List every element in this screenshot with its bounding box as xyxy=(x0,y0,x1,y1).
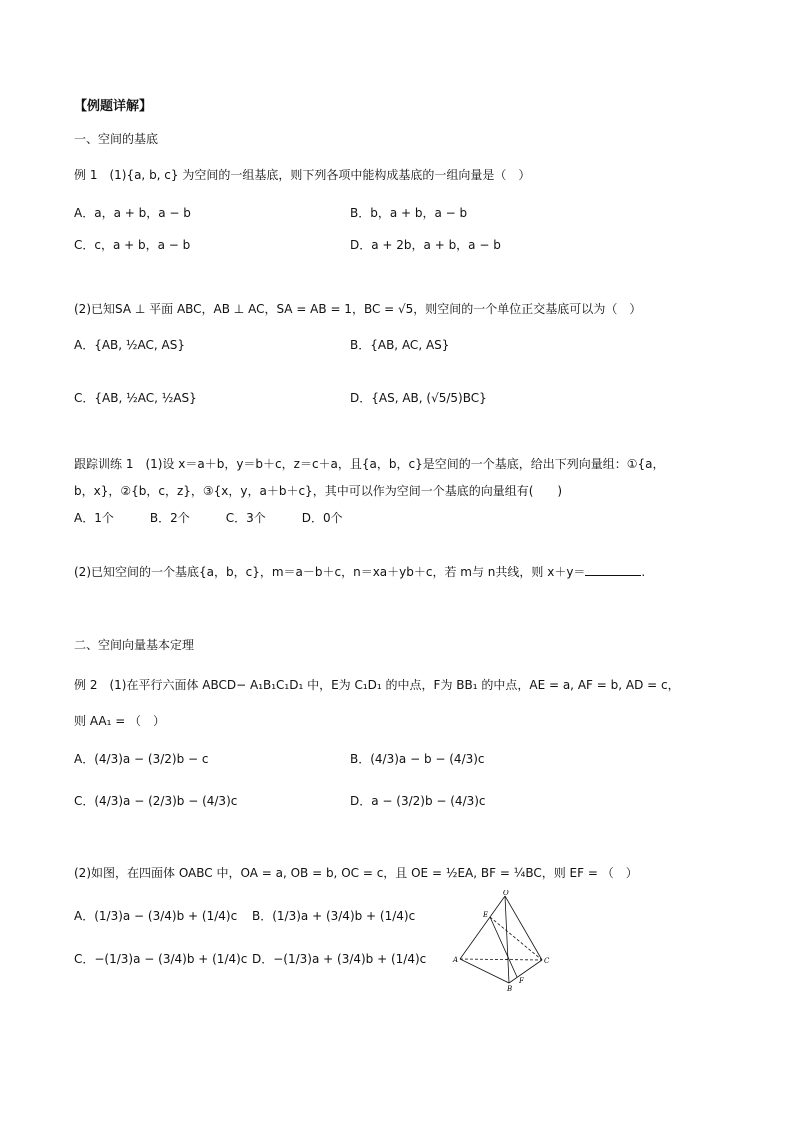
track1-q2 xyxy=(74,563,645,580)
edge-ab xyxy=(460,959,509,983)
track1-q2-text: (2)已知空间的一个基底{a，b，c}，m＝a－b＋c，n＝xa＋yb＋c，若 m与 n共线，则 x＋y＝ xyxy=(74,565,586,579)
ex1-option-c: C．c，a + b，a − b xyxy=(74,238,191,252)
ex2-option-d: D．a − (3/2)b − (4/3)c xyxy=(350,794,486,808)
section-header: 【例题详解】 xyxy=(74,99,153,114)
label-e: E xyxy=(483,911,489,919)
ex1-q2: (2)已知SA ⊥ 平面 ABC，AB ⊥ AC，SA = AB = 1，BC = √5，则空间的一个单位正交基底可以为（ ） xyxy=(74,302,642,316)
label-b: B xyxy=(507,985,513,992)
ex1-option-b: B．b，a + b，a − b xyxy=(350,206,468,220)
track1-line2: b，x}，②{b，c，z}，③{x，y，a＋b＋c}，其中可以作为空间一个基底的向量组有( ) xyxy=(74,484,563,498)
ex1-q2-option-c: C．{AB, ½AC, ½AS} xyxy=(74,391,197,405)
edge-ob xyxy=(505,896,509,983)
ex2-q2: (2)如图，在四面体 OABC 中，OA = a, OB = b, OC = c，且 OE = ½EA, BF = ¼BC，则 EF = （ ） xyxy=(74,866,638,880)
ex2-q2-option-d: D．−(1/3)a + (3/4)b + (1/4)c xyxy=(252,952,427,966)
edge-bc xyxy=(509,960,542,983)
ex1-q1: 例 1 (1){a, b, c} 为空间的一组基底，则下列各项中能构成基底的一组向量是（ ） xyxy=(74,168,531,182)
edge-oc xyxy=(505,896,542,960)
label-c: C xyxy=(544,957,550,965)
ex1-q2-option-a: A．{AB, ½AC, AS} xyxy=(74,338,186,352)
ex1-q2-option-d: D．{AS, AB, (√5/5)BC} xyxy=(350,391,487,405)
ex2-q2-option-a: A．(1/3)a − (3/4)b + (1/4)c xyxy=(74,909,238,923)
answer-blank xyxy=(585,575,641,576)
section-title-theorem: 二、空间向量基本定理 xyxy=(74,638,195,652)
ex1-q2-option-b: B．{AB, AC, AS} xyxy=(350,338,450,352)
segment-ec-hidden xyxy=(490,917,542,960)
edge-oa xyxy=(460,896,505,959)
ex1-option-d: D．a + 2b，a + b，a − b xyxy=(350,238,501,252)
track1-q2-end: . xyxy=(641,565,646,579)
ex2-q2-option-c: C．−(1/3)a − (3/4)b + (1/4)c xyxy=(74,952,248,966)
ex1-option-a: A．a，a + b，a − b xyxy=(74,206,191,220)
tetrahedron-figure xyxy=(445,890,565,992)
ex2-option-c: C．(4/3)a − (2/3)b − (4/3)c xyxy=(74,794,238,808)
ex2-q1b: 则 AA₁ = （ ） xyxy=(74,714,166,728)
track1-options: A．1个 B．2个 C．3个 D．0个 xyxy=(74,511,343,525)
ex2-q2-option-b: B．(1/3)a + (3/4)b + (1/4)c xyxy=(252,909,416,923)
ex2-q1a: 例 2 (1)在平行六面体 ABCD− A₁B₁C₁D₁ 中，E为 C₁D₁ 的中点，F为 BB₁ 的中点，AE = a, AF = b, AD = c， xyxy=(74,678,680,692)
ex2-option-a: A．(4/3)a − (3/2)b − c xyxy=(74,752,209,766)
edge-ac-hidden xyxy=(460,959,542,960)
section-title-basis: 一、空间的基底 xyxy=(74,132,159,146)
segment-ef xyxy=(490,917,517,977)
track1-line1: 跟踪训练 1 (1)设 x＝a＋b，y＝b＋c，z＝c＋a，且{a，b，c}是空间的一个基底，给出下列向量组：①{a， xyxy=(74,457,665,471)
ex2-option-b: B．(4/3)a − b − (4/3)c xyxy=(350,752,485,766)
label-o: O xyxy=(503,890,509,897)
label-f: F xyxy=(519,977,524,985)
label-a: A xyxy=(453,956,459,964)
